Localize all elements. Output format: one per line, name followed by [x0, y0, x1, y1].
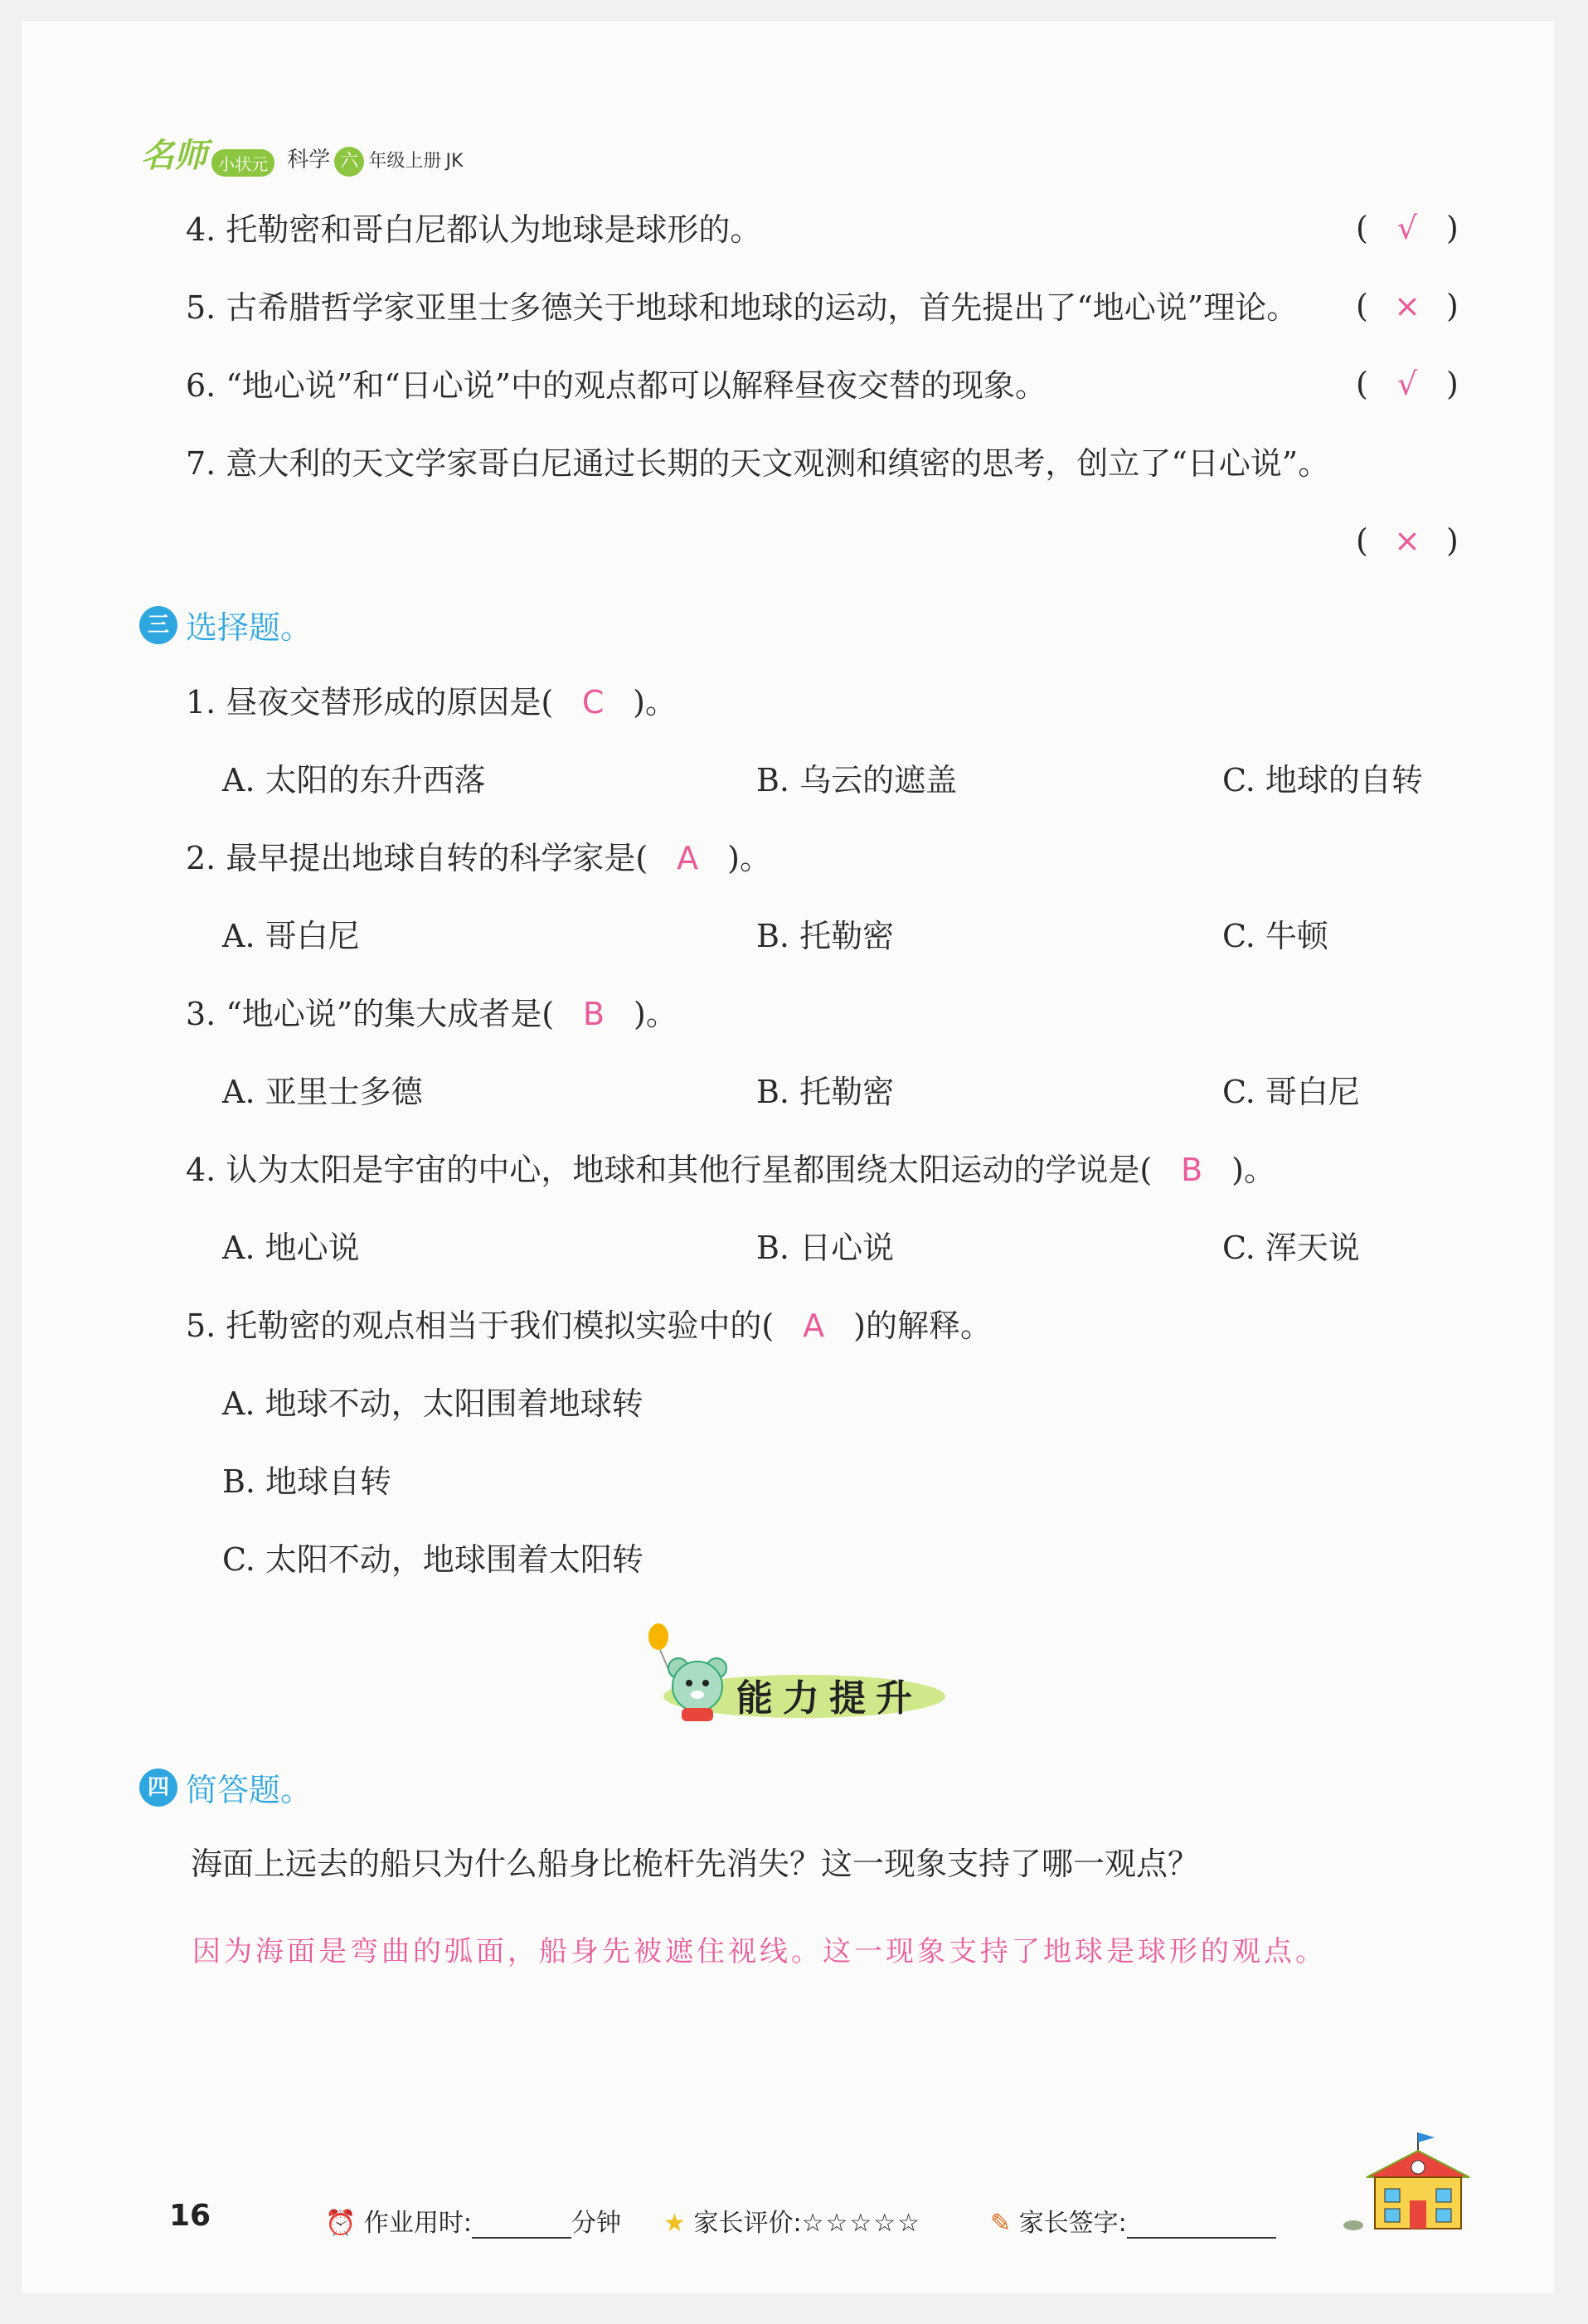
question-text: 4. 认为太阳是宇宙的中心，地球和其他行星都围绕太阳运动的学说是( [186, 1152, 1153, 1188]
rating-stars[interactable]: ☆☆☆☆☆ [801, 2209, 922, 2238]
option-a: A. 亚里士多德 [222, 1074, 423, 1110]
edition-label: JK [445, 151, 464, 172]
choice-question-5 [186, 1306, 992, 1346]
judge-answer-6 [1356, 366, 1459, 402]
paren-close: ) [1446, 522, 1459, 559]
page-header [141, 129, 463, 177]
option-a: A. 哥白尼 [222, 918, 360, 954]
grade-text: 年级上册 [368, 151, 442, 172]
page-number: 16 [169, 2199, 211, 2233]
footer-signature [990, 2202, 1276, 2239]
answer-letter: B [582, 996, 605, 1032]
question-tail: )的解释。 [853, 1308, 992, 1344]
judge-answer-7 [1356, 522, 1459, 559]
paren-close: ) [1446, 366, 1459, 402]
star-icon: ★ [663, 2209, 686, 2238]
section-number: 四 [139, 1768, 177, 1807]
section-title: 简答题。 [186, 1772, 313, 1808]
brand-pill: 小状元 [211, 149, 274, 177]
question-text: 2. 最早提出地球自转的科学家是( [186, 840, 648, 876]
time-blank[interactable] [472, 2212, 571, 2239]
school-house-icon [1342, 2128, 1474, 2235]
option-c: C. 浑天说 [1222, 1230, 1360, 1266]
footer-time [325, 2202, 621, 2239]
question-tail: )。 [633, 684, 677, 720]
option-c: C. 牛顿 [1222, 918, 1328, 954]
option-b: B. 日心说 [756, 1230, 895, 1266]
question-tail: )。 [634, 996, 677, 1032]
option-b: B. 地球自转 [222, 1463, 392, 1500]
judge-item-4: 4. 托勒密和哥白尼都认为地球是球形的。 [186, 211, 762, 248]
section-number: 三 [139, 606, 177, 644]
paren-open: ( [1356, 522, 1368, 559]
choice-question-3 [186, 994, 677, 1034]
pencil-icon: ✎ [990, 2209, 1012, 2238]
answer-letter: A [677, 840, 699, 876]
choice-question-4 [186, 1150, 1275, 1190]
answer-mark: √ [1396, 366, 1418, 402]
time-label: 作业用时: [363, 2209, 473, 2238]
judge-item-5: 5. 古希腊哲学家亚里士多德关于地球和地球的运动，首先提出了“地心说”理论。 [186, 289, 1299, 326]
answer-mark: × [1394, 288, 1420, 324]
judge-answer-4 [1356, 210, 1459, 246]
answer-letter: C [581, 684, 605, 720]
rating-label: 家长评价: [693, 2209, 802, 2238]
section-heading-short-answer [139, 1764, 312, 1810]
question-text: 3. “地心说”的集大成者是( [186, 996, 555, 1032]
question-tail: )。 [1231, 1152, 1275, 1188]
option-b: B. 托勒密 [756, 1074, 895, 1110]
time-unit: 分钟 [571, 2209, 622, 2238]
question-text: 5. 托勒密的观点相当于我们模拟实验中的( [186, 1308, 775, 1344]
choice-question-2 [186, 838, 771, 878]
bear-mascot-icon [643, 1617, 735, 1725]
subject-label: 科学 [287, 148, 331, 172]
paren-open: ( [1356, 288, 1368, 324]
option-c: C. 地球的自转 [1222, 762, 1423, 798]
judge-item-7: 7. 意大利的天文学家哥白尼通过长期的天文观测和缜密的思考，创立了“日心说”。 [186, 445, 1330, 482]
short-answer-question: 海面上远去的船只为什么船身比桅杆先消失？这一现象支持了哪一观点？ [191, 1846, 1200, 1882]
answer-letter: A [803, 1308, 825, 1344]
option-a: A. 地心说 [222, 1230, 360, 1266]
option-c: C. 哥白尼 [1222, 1074, 1360, 1110]
paren-open: ( [1356, 210, 1368, 246]
grade-badge: 六 [334, 147, 364, 177]
short-answer-response: 因为海面是弯曲的弧面，船身先被遮住视线。这一现象支持了地球是球形的观点。 [192, 1935, 1327, 1968]
alarm-clock-icon: ⏰ [325, 2209, 357, 2238]
question-tail: )。 [727, 840, 771, 876]
option-b: B. 托勒密 [756, 918, 895, 954]
footer-rating [663, 2202, 921, 2239]
judge-item-6: 6. “地心说”和“日心说”中的观点都可以解释昼夜交替的现象。 [186, 367, 1047, 404]
question-text: 1. 昼夜交替形成的原因是( [186, 684, 554, 720]
paren-open: ( [1356, 366, 1368, 402]
judge-answer-5 [1356, 288, 1459, 324]
option-c: C. 太阳不动，地球围着太阳转 [222, 1541, 643, 1578]
section-heading-choice [139, 602, 312, 648]
option-a: A. 太阳的东升西落 [222, 762, 486, 798]
paren-close: ) [1446, 210, 1459, 246]
answer-letter: B [1181, 1152, 1203, 1188]
sign-label: 家长签字: [1018, 2209, 1127, 2238]
option-a: A. 地球不动，太阳围着地球转 [222, 1385, 643, 1422]
choice-question-1 [186, 682, 677, 722]
answer-mark: × [1394, 522, 1420, 559]
answer-mark: √ [1396, 210, 1418, 246]
banner-title: 能力提升 [736, 1677, 922, 1720]
brand-logo: 名师 [141, 136, 207, 175]
section-title: 选择题。 [186, 609, 313, 646]
option-b: B. 乌云的遮盖 [756, 762, 958, 798]
signature-blank[interactable] [1127, 2212, 1276, 2239]
paren-close: ) [1446, 288, 1459, 324]
